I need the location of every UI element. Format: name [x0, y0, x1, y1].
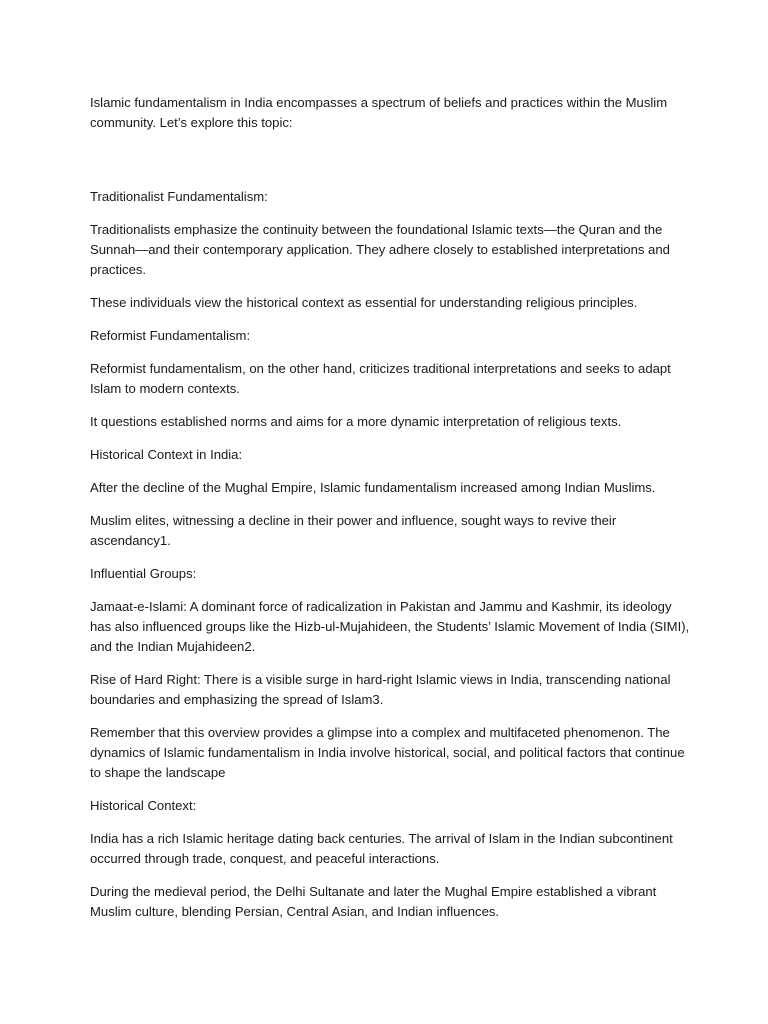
paragraph: These individuals view the historical context as essential for understanding religious principles. [90, 295, 638, 310]
section-heading-reformist: Reformist Fundamentalism: [90, 328, 251, 343]
section-heading-influential-groups: Influential Groups: [90, 566, 197, 581]
intro-paragraph: Islamic fundamentalism in India encompasses a spectrum of beliefs and practices within the Muslim community. Let’s explore this topic: [90, 95, 668, 130]
paragraph: During the medieval period, the Delhi Sultanate and later the Mughal Empire established a vibrant Muslim culture, blending Persian, Central Asian, and Indian influences. [90, 884, 657, 919]
section-heading-historical-context-india: Historical Context in India: [90, 447, 243, 462]
paragraph: Remember that this overview provides a glimpse into a complex and multifaceted phenomenon. The dynamics of Islamic fundamentalism in India involve historical, social, and political factors that continue to shape the landscape [90, 725, 685, 780]
paragraph: Traditionalists emphasize the continuity between the foundational Islamic texts—the Quran and the Sunnah—and their contemporary application. They adhere closely to established interpretations and practices. [90, 222, 670, 277]
document-body [90, 93, 690, 935]
paragraph: Muslim elites, witnessing a decline in their power and influence, sought ways to revive their ascendancy1. [90, 513, 617, 548]
paragraph: Reformist fundamentalism, on the other hand, criticizes traditional interpretations and seeks to adapt Islam to modern contexts. [90, 361, 671, 396]
paragraph: Jamaat-e-Islami: A dominant force of radicalization in Pakistan and Jammu and Kashmir, its ideology has also influenced groups like the Hizb-ul-Mujahideen, the Students’ Islamic Movement of India (SIMI), and the Indian Mujahideen2. [90, 599, 690, 654]
paragraph: India has a rich Islamic heritage dating back centuries. The arrival of Islam in the Indian subcontinent occurred through trade, conquest, and peaceful interactions. [90, 831, 673, 866]
paragraph: After the decline of the Mughal Empire, Islamic fundamentalism increased among Indian Muslims. [90, 480, 656, 495]
section-heading-traditionalist: Traditionalist Fundamentalism: [90, 189, 268, 204]
paragraph: Rise of Hard Right: There is a visible surge in hard-right Islamic views in India, transcending national boundaries and emphasizing the spread of Islam3. [90, 672, 671, 707]
section-heading-historical-context: Historical Context: [90, 798, 197, 813]
paragraph: It questions established norms and aims for a more dynamic interpretation of religious texts. [90, 414, 622, 429]
